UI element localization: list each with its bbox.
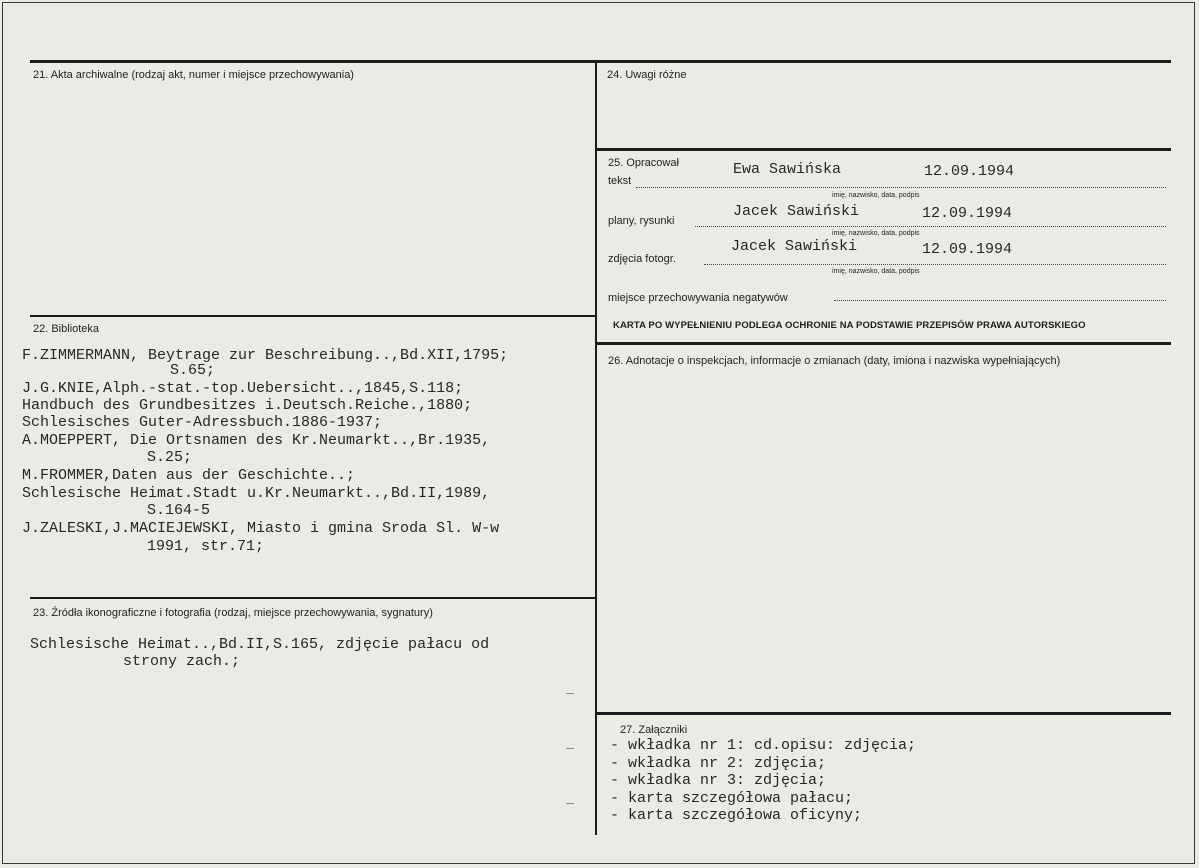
top-rule	[30, 60, 1171, 63]
divider-24-25	[597, 148, 1171, 151]
signature-hint: imię, nazwisko, data, podpis	[832, 192, 920, 199]
section-26-label: 26. Adnotacje o inspekcjach, informacje o zmianach (daty, imiona i nazwiska wypełniających)	[608, 355, 1061, 367]
photos-author-line	[704, 264, 1166, 265]
bibliography-line: Handbuch des Grundbesitzes i.Deutsch.Reiche.,1880;	[22, 397, 473, 414]
iconography-line: strony zach.;	[123, 653, 241, 670]
negatives-location-line	[834, 300, 1166, 301]
section-25-label: 25. Opracował	[608, 157, 679, 169]
bibliography-line: S.164-5	[147, 502, 211, 519]
signature-hint: imię, nazwisko, data, podpis	[832, 268, 920, 275]
photos-author-label: zdjęcia fotogr.	[608, 253, 676, 265]
signature-hint: imię, nazwisko, data, podpis	[832, 230, 920, 237]
text-author-date: 12.09.1994	[924, 163, 1015, 180]
bibliography-line: M.FROMMER,Daten aus der Geschichte..;	[22, 467, 356, 484]
attachment-item: - karta szczegółowa pałacu;	[610, 790, 854, 807]
bibliography-line: Schlesische Heimat.Stadt u.Kr.Neumarkt..,Bd.II,1989,	[22, 485, 491, 502]
bibliography-line: S.65;	[170, 362, 216, 379]
negatives-location-label: miejsce przechowywania negatywów	[608, 292, 788, 304]
attachment-item: - wkładka nr 1: cd.opisu: zdjęcia;	[610, 737, 917, 754]
divider-25-26	[597, 342, 1171, 345]
section-21-label: 21. Akta archiwalne (rodzaj akt, numer i miejsce przechowywania)	[33, 69, 354, 81]
bibliography-line: S.25;	[147, 449, 193, 466]
bibliography-line: A.MOEPPERT, Die Ortsnamen des Kr.Neumarkt..,Br.1935,	[22, 432, 491, 449]
iconography-line: Schlesische Heimat..,Bd.II,S.165, zdjęcie pałacu od	[30, 636, 490, 653]
margin-tick	[566, 748, 574, 749]
attachment-item: - wkładka nr 3: zdjęcia;	[610, 772, 827, 789]
divider-21-22	[30, 315, 597, 317]
photos-author-name: Jacek Sawiński	[731, 238, 858, 255]
bibliography-line: J.G.KNIE,Alph.-stat.-top.Uebersicht..,1845,S.118;	[22, 380, 464, 397]
text-author-line	[636, 187, 1166, 188]
attachment-item: - wkładka nr 2: zdjęcia;	[610, 755, 827, 772]
margin-tick	[566, 803, 574, 804]
bibliography-line: F.ZIMMERMANN, Beytrage zur Beschreibung..,Bd.XII,1795;	[22, 347, 509, 364]
attachment-item: - karta szczegółowa oficyny;	[610, 807, 863, 824]
section-22-label: 22. Biblioteka	[33, 323, 100, 335]
bibliography-line: Schlesisches Guter-Adressbuch.1886-1937;	[22, 414, 383, 431]
divider-26-27	[597, 712, 1171, 715]
bibliography-line: J.ZALESKI,J.MACIEJEWSKI, Miasto i gmina Sroda Sl. W-w	[22, 520, 500, 537]
drawings-author-label: plany, rysunki	[608, 215, 675, 227]
drawings-author-date: 12.09.1994	[922, 205, 1013, 222]
section-23-label: 23. Źródła ikonograficzne i fotografia (rodzaj, miejsce przechowywania, sygnatury)	[33, 607, 433, 619]
copyright-notice: KARTA PO WYPEŁNIENIU PODLEGA OCHRONIE NA PODSTAWIE PRZEPISÓW PRAWA AUTORSKIEGO	[613, 320, 1086, 331]
center-divider	[595, 60, 597, 835]
drawings-author-line	[695, 226, 1166, 227]
margin-tick	[566, 693, 574, 694]
text-author-name: Ewa Sawińska	[733, 161, 842, 178]
section-27-label: 27. Załączniki	[620, 724, 688, 736]
photos-author-date: 12.09.1994	[922, 241, 1013, 258]
divider-22-23	[30, 597, 597, 599]
section-24-label: 24. Uwagi różne	[607, 69, 687, 81]
drawings-author-name: Jacek Sawiński	[733, 203, 860, 220]
bibliography-line: 1991, str.71;	[147, 538, 265, 555]
text-author-label: tekst	[608, 175, 632, 187]
